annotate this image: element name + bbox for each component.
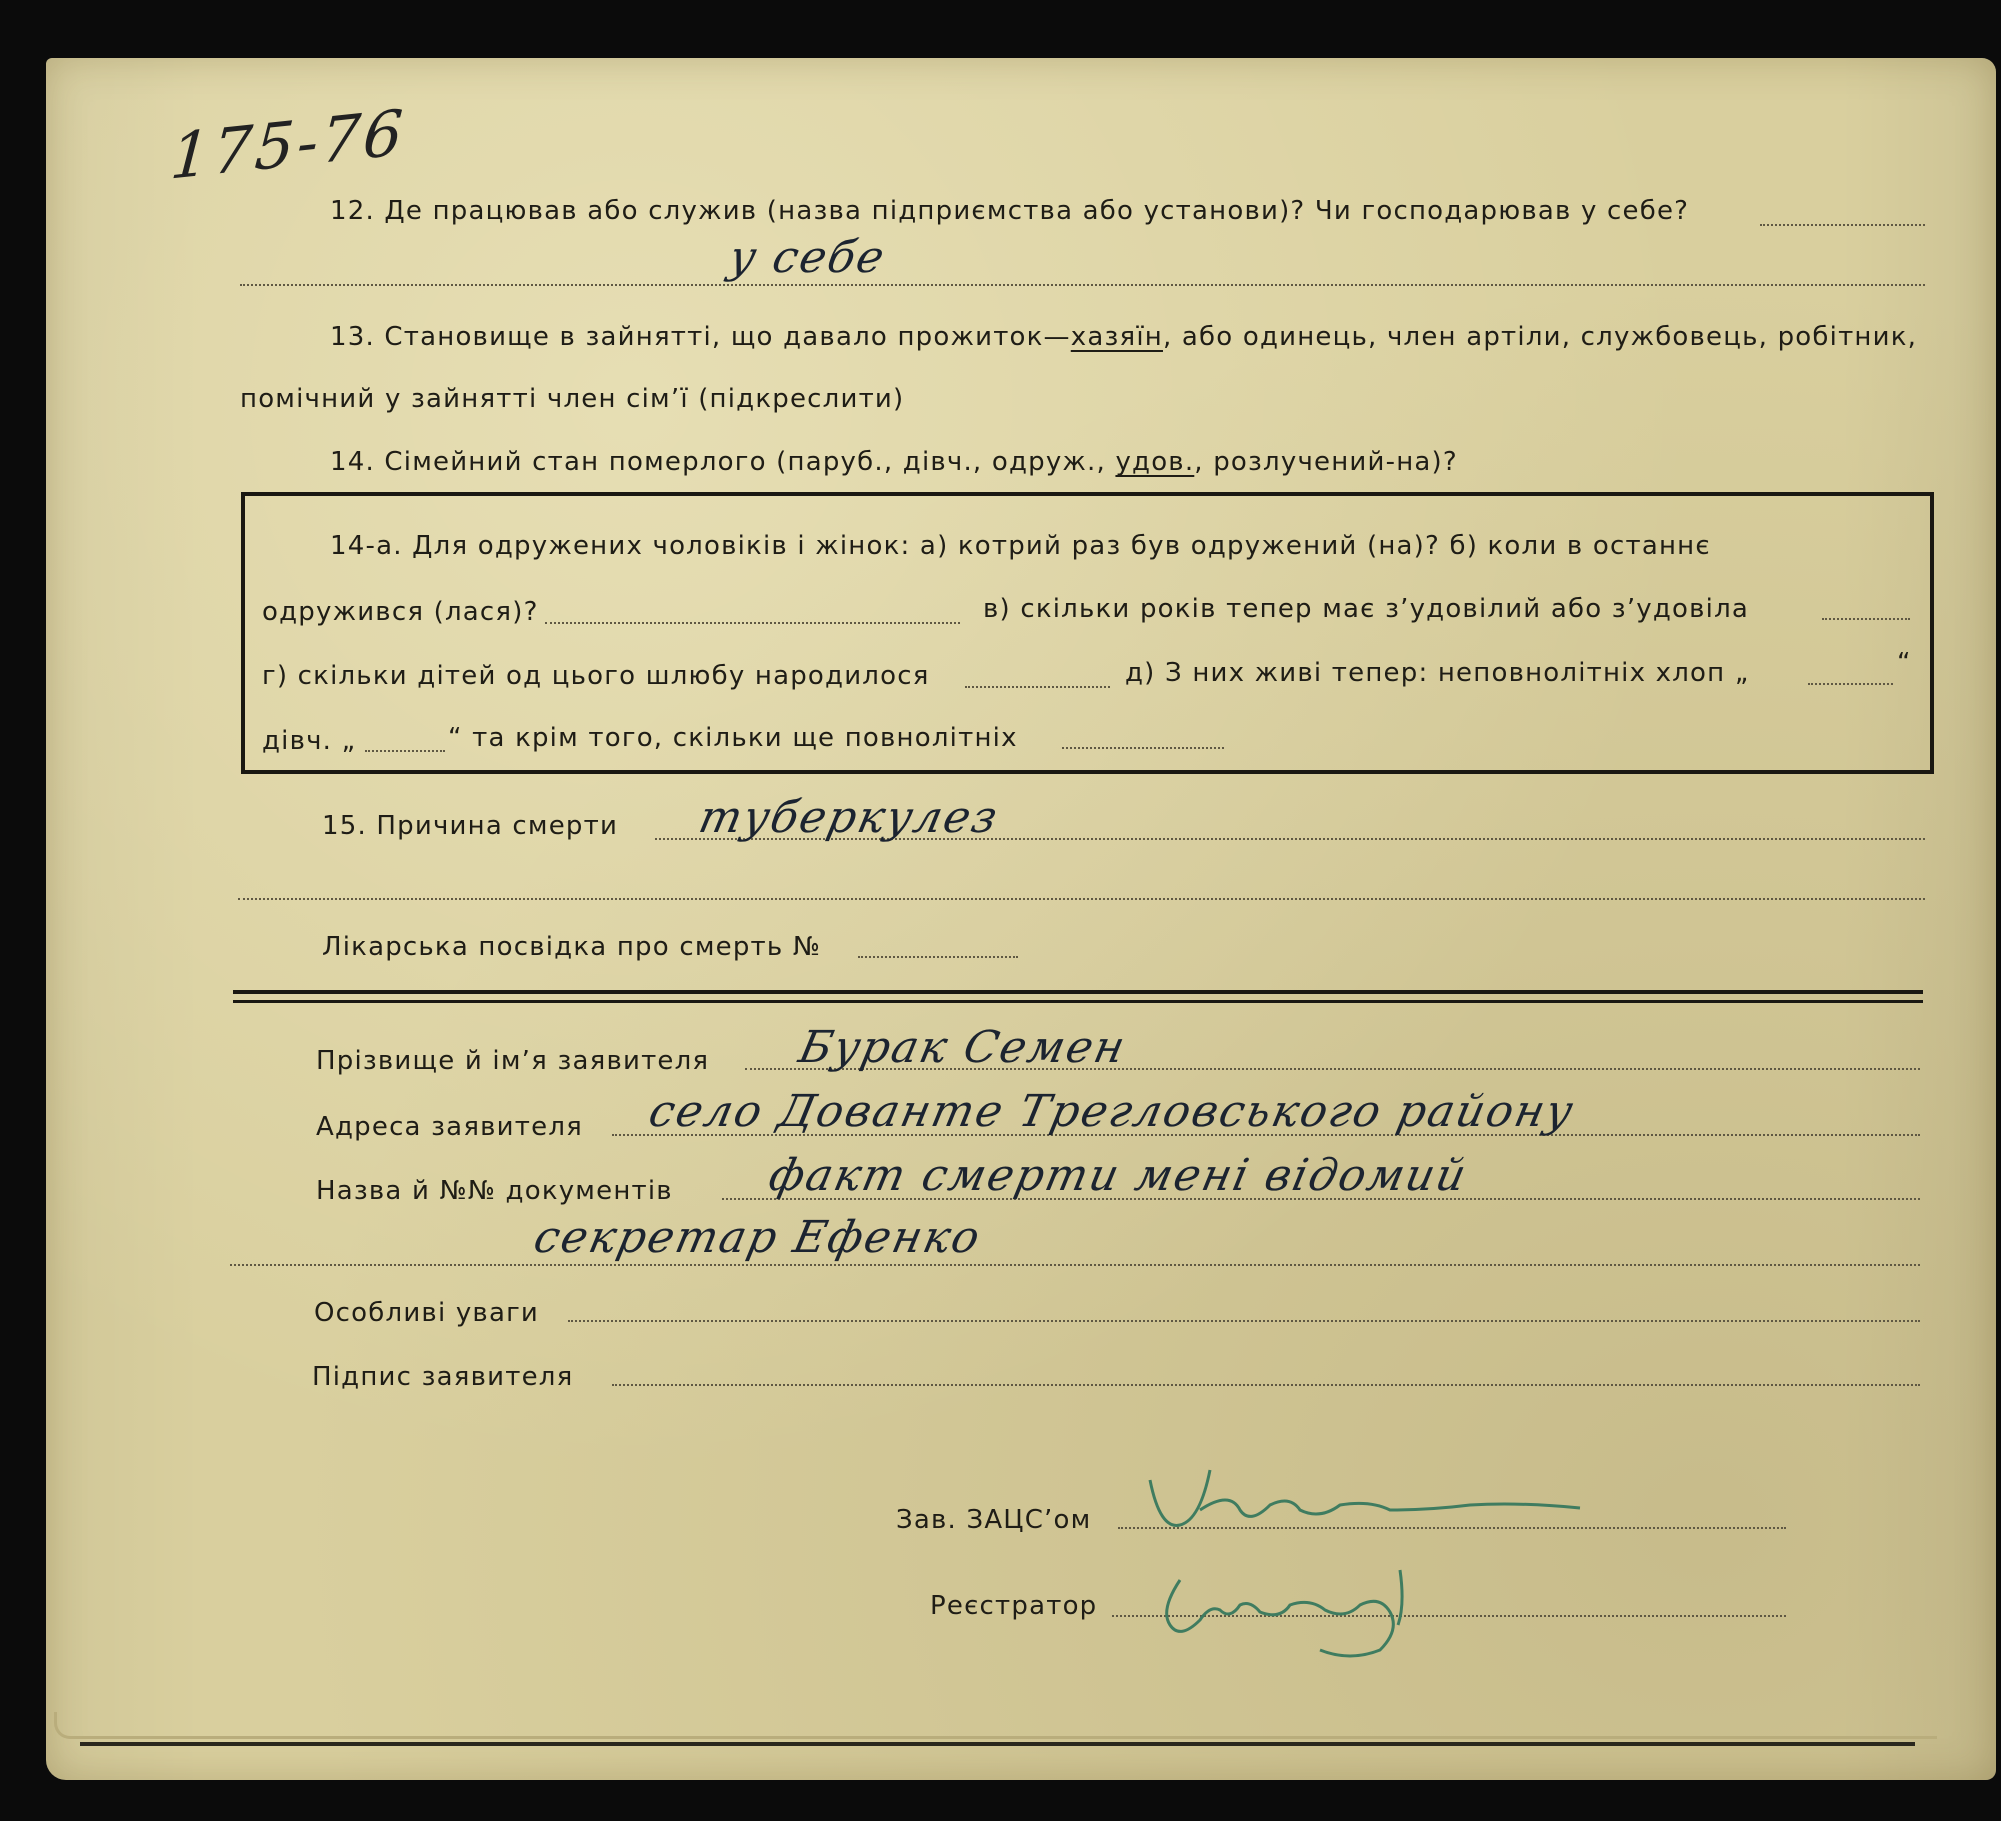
q15-dots-2 — [238, 898, 1925, 900]
page-bottom-rule — [80, 1742, 1915, 1746]
q14-prefix: 14. Сімейний стан померлого (паруб., дівч., одруж., — [330, 447, 1116, 477]
medical-label: Лікарська посвідка про смерть № — [322, 932, 822, 962]
applicant-name-value: Бурак Семен — [794, 1022, 1132, 1073]
q14a-dots-2a — [545, 622, 960, 624]
q12-label: 12. Де працював або служив (назва підприємства або установи)? Чи господарював у себе? — [330, 196, 1690, 226]
applicant-name-label: Прізвище й ім’я заявителя — [316, 1046, 710, 1076]
q14a-line-2a: одружився (лася)? — [262, 597, 539, 627]
q14a-dots-4a — [365, 750, 445, 752]
q14a-line-3c: “ — [1897, 648, 1912, 678]
head-signature — [1140, 1450, 1600, 1550]
q13-line-1 — [330, 322, 1917, 352]
q14a-line-1: 14-а. Для одружених чоловіків і жінок: а) котрий раз був одружений (на)? б) коли в останнє — [330, 531, 1711, 561]
q13-prefix: 13. Становище в зайнятті, що давало прожиток— — [330, 322, 1071, 352]
q14a-line-3b: д) З них живі тепер: неповнолітніх хлоп „ — [1125, 658, 1750, 688]
head-label: Зав. ЗАЦС’ом — [896, 1505, 1092, 1535]
q14-line — [330, 447, 1458, 477]
q14a-dots-4b — [1062, 747, 1224, 749]
q14-suffix: , розлучений-на)? — [1194, 447, 1458, 477]
q15-label: 15. Причина смерти — [322, 811, 619, 841]
q14a-line-3a: г) скільки дітей од цього шлюбу народилося — [262, 661, 930, 691]
registrar-label: Реєстратор — [930, 1591, 1098, 1621]
applicant-notes-dots — [568, 1320, 1920, 1322]
applicant-docs-value-2: секретар Ефенко — [529, 1212, 987, 1263]
registrar-signature — [1150, 1550, 1490, 1670]
q14-underlined-option: удов. — [1115, 447, 1195, 477]
applicant-docs-value: факт смерти мені відомий — [764, 1150, 1473, 1201]
q14a-dots-2b — [1822, 618, 1910, 620]
q14a-dots-3b — [1808, 683, 1893, 685]
medical-dots — [858, 956, 1018, 958]
q13-underlined-option: хазяїн — [1070, 322, 1163, 352]
applicant-docs-dots-2 — [230, 1264, 1920, 1266]
q12-dots-2 — [240, 284, 1925, 286]
applicant-notes-label: Особливі уваги — [314, 1298, 540, 1328]
q14a-dots-3a — [965, 686, 1110, 688]
q15-answer: туберкулез — [694, 792, 1004, 843]
q14a-line-4a: дівч. „ — [262, 726, 357, 756]
applicant-docs-label: Назва й №№ документів — [316, 1176, 673, 1206]
applicant-address-label: Адреса заявителя — [316, 1112, 583, 1142]
applicant-signature-dots — [612, 1384, 1920, 1386]
margin-note: 175-76 — [168, 95, 409, 194]
q13-line-2: помічний у зайнятті член сім’ї (підкреслити) — [240, 384, 905, 414]
applicant-address-value: село Дованте Трегловського району — [644, 1086, 1580, 1137]
section-divider — [233, 990, 1923, 1003]
page-edges — [54, 1712, 1937, 1739]
q14a-line-4b: “ та крім того, скільки ще повнолітніх — [448, 723, 1018, 753]
q12-dots-1 — [1760, 224, 1925, 226]
q14a-line-2b: в) скільки років тепер має з’удовілий або з’удовіла — [983, 594, 1750, 624]
applicant-signature-label: Підпис заявителя — [312, 1362, 574, 1392]
q12-answer: у себе — [724, 232, 891, 283]
q13-suffix: , або одинець, член артіли, службовець, робітник, — [1162, 322, 1918, 352]
